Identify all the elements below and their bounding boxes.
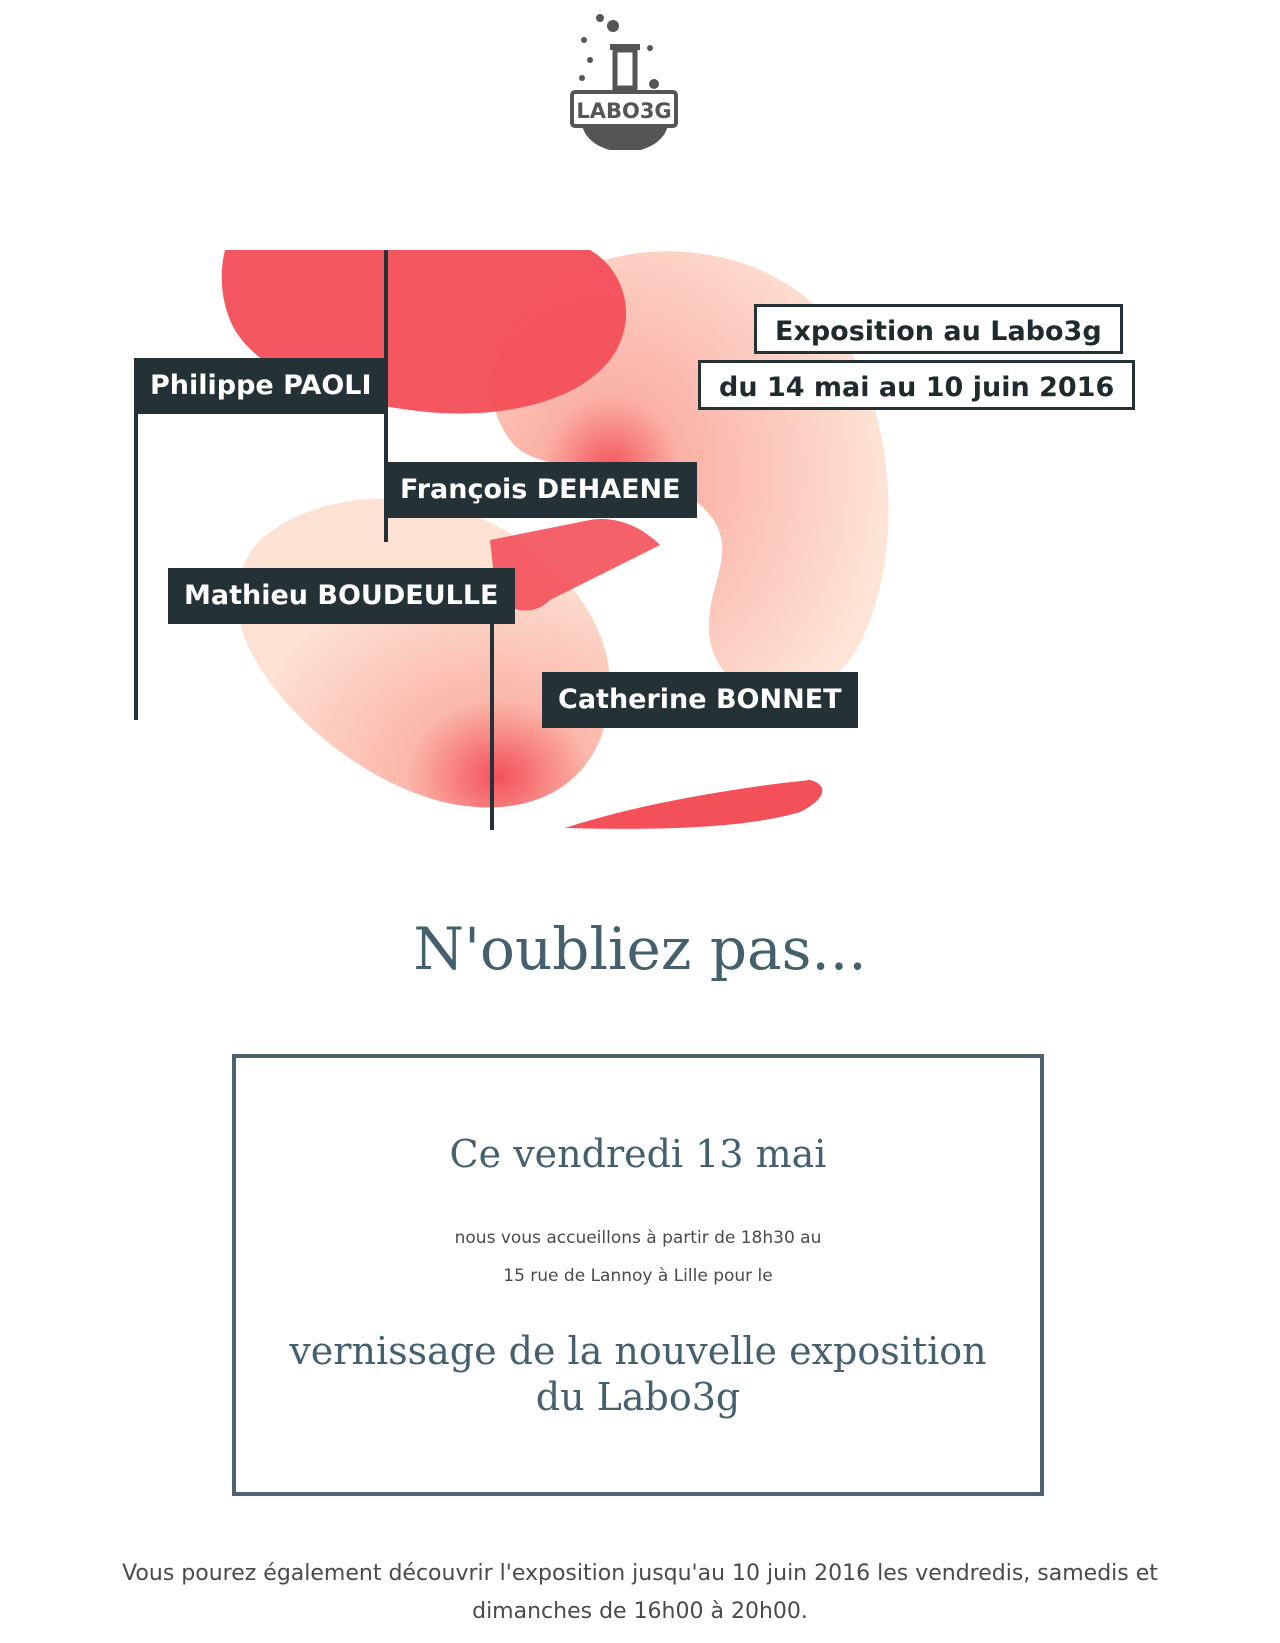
event-date: Ce vendredi 13 mai — [449, 1132, 827, 1176]
event-invitation-box — [232, 1054, 1044, 1496]
flask-icon — [570, 10, 710, 150]
opening-hours-line-2: dimanches de 16h00 à 20h00. — [472, 1599, 808, 1624]
opening-hours-line-1: Vous pourez également découvrir l'exposition jusqu'au 10 juin 2016 les vendredis, samedis et — [122, 1561, 1158, 1586]
event-title-line-1: vernissage de la nouvelle exposition — [289, 1329, 987, 1373]
logo-text: LABO3G — [576, 99, 672, 123]
exhibition-title-box: Exposition au Labo3g — [754, 304, 1123, 354]
headline: N'oubliez pas... — [413, 915, 867, 983]
artist-tag-mathieu-boudeulle: Mathieu BOUDEULLE — [168, 568, 515, 624]
exhibition-poster — [120, 240, 1160, 880]
artist-tag-catherine-bonnet: Catherine BONNET — [542, 672, 858, 728]
event-title — [236, 1328, 1040, 1420]
event-time-line: nous vous accueillons à partir de 18h30 au — [454, 1228, 822, 1248]
connector-line — [134, 360, 138, 720]
artist-tag-francois-dehaene: François DEHAENE — [384, 462, 697, 518]
exhibition-dates-box: du 14 mai au 10 juin 2016 — [698, 360, 1135, 410]
connector-line — [490, 620, 494, 830]
event-title-line-2: du Labo3g — [535, 1375, 741, 1419]
artist-tag-philippe-paoli: Philippe PAOLI — [134, 358, 388, 414]
event-address-line: 15 rue de Lannoy à Lille pour le — [503, 1266, 773, 1286]
labo3g-logo — [570, 10, 710, 150]
opening-hours-text — [120, 1555, 1160, 1631]
